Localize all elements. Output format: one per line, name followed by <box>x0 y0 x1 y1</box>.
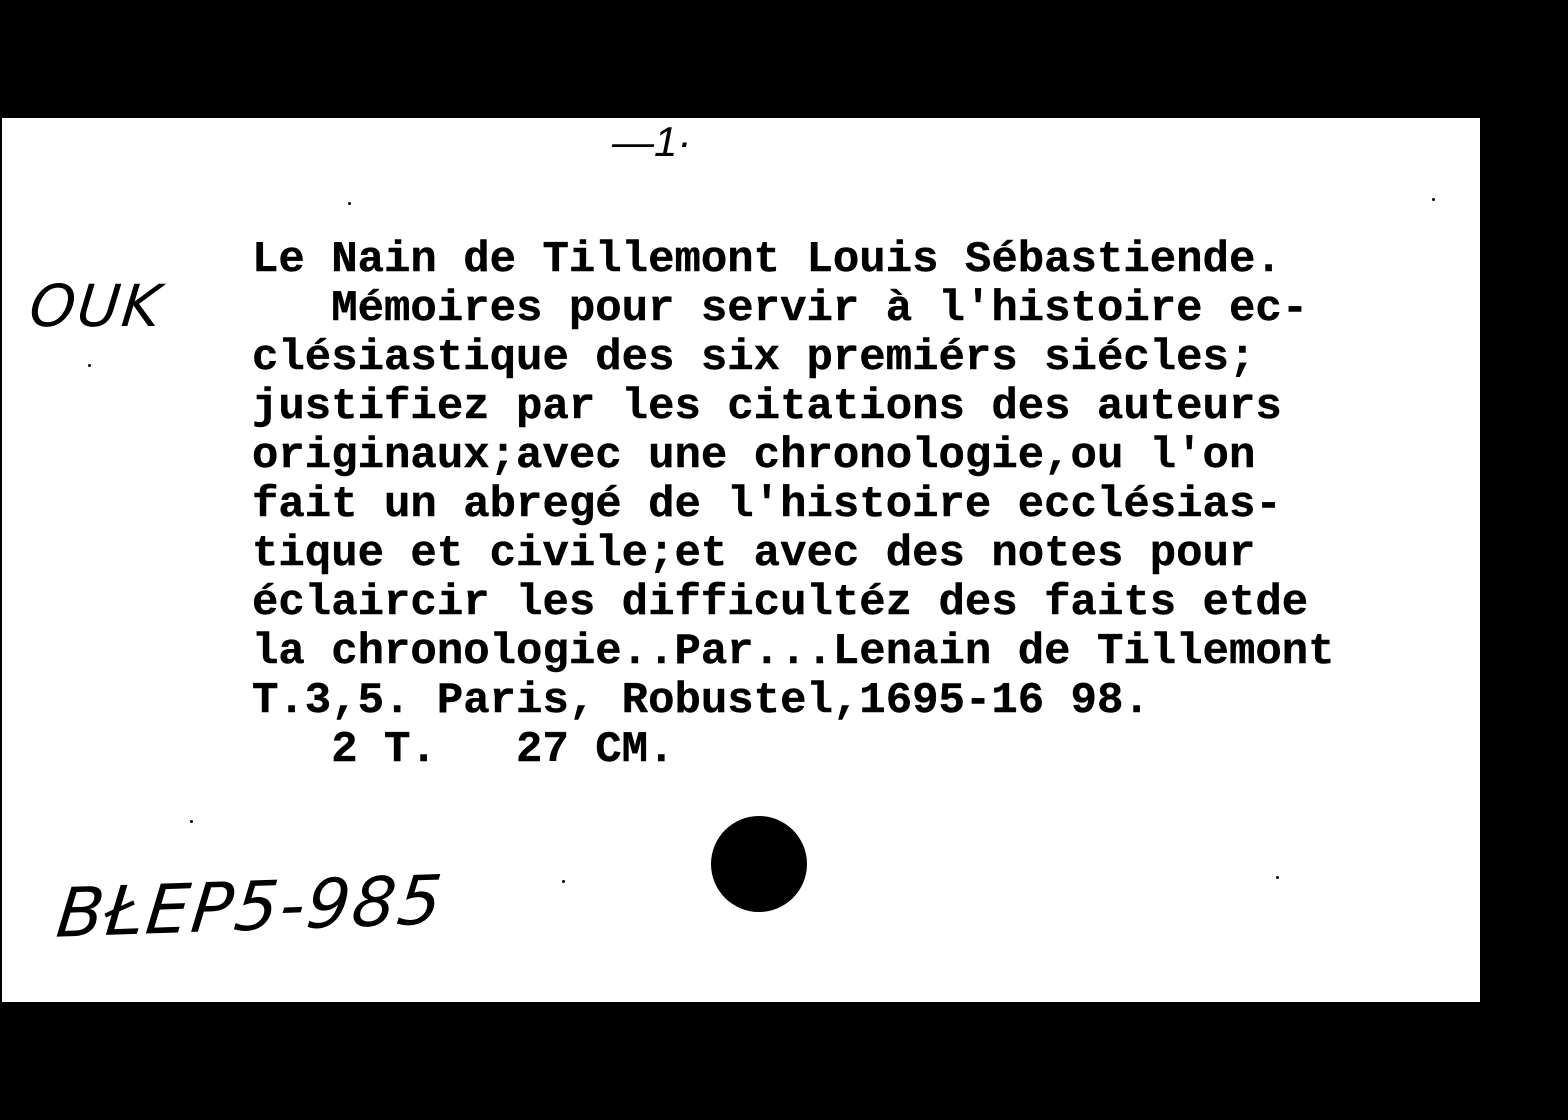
dust-speck <box>1432 198 1435 201</box>
call-number-handwritten: BŁEP5-985 <box>53 861 448 954</box>
dust-speck <box>562 880 565 883</box>
dust-speck <box>1276 876 1279 879</box>
entry-line: T.3,5. Paris, Robustel,1695-16 98. <box>252 676 1150 726</box>
entry-line: fait un abregé de l'histoire ecclésias- <box>252 480 1282 530</box>
entry-line: justifiez par les citations des auteurs <box>252 382 1282 432</box>
entry-line: la chronologie..Par...Lenain de Tillemont <box>252 627 1335 677</box>
dust-speck <box>88 364 91 367</box>
entry-line: Mémoires pour servir à l'histoire ec- <box>252 284 1309 334</box>
entry-line: originaux;avec une chronologie,ou l'on <box>252 431 1256 481</box>
entry-line: clésiastique des six premiérs siécles; <box>252 333 1256 383</box>
catalog-entry-text <box>252 236 1335 775</box>
entry-line: tique et civile;et avec des notes pour <box>252 529 1256 579</box>
dust-speck <box>348 202 351 205</box>
entry-line: Le Nain de Tillemont Louis Sébastiende. <box>252 235 1282 285</box>
page-mark: —1· <box>612 118 692 165</box>
punch-hole <box>711 816 807 912</box>
margin-code-handwritten: OUK <box>26 272 166 340</box>
entry-line: éclaircir les difficultéz des faits etde <box>252 578 1309 628</box>
dust-speck <box>190 820 193 823</box>
entry-line: 2 T. 27 CM. <box>252 725 675 775</box>
